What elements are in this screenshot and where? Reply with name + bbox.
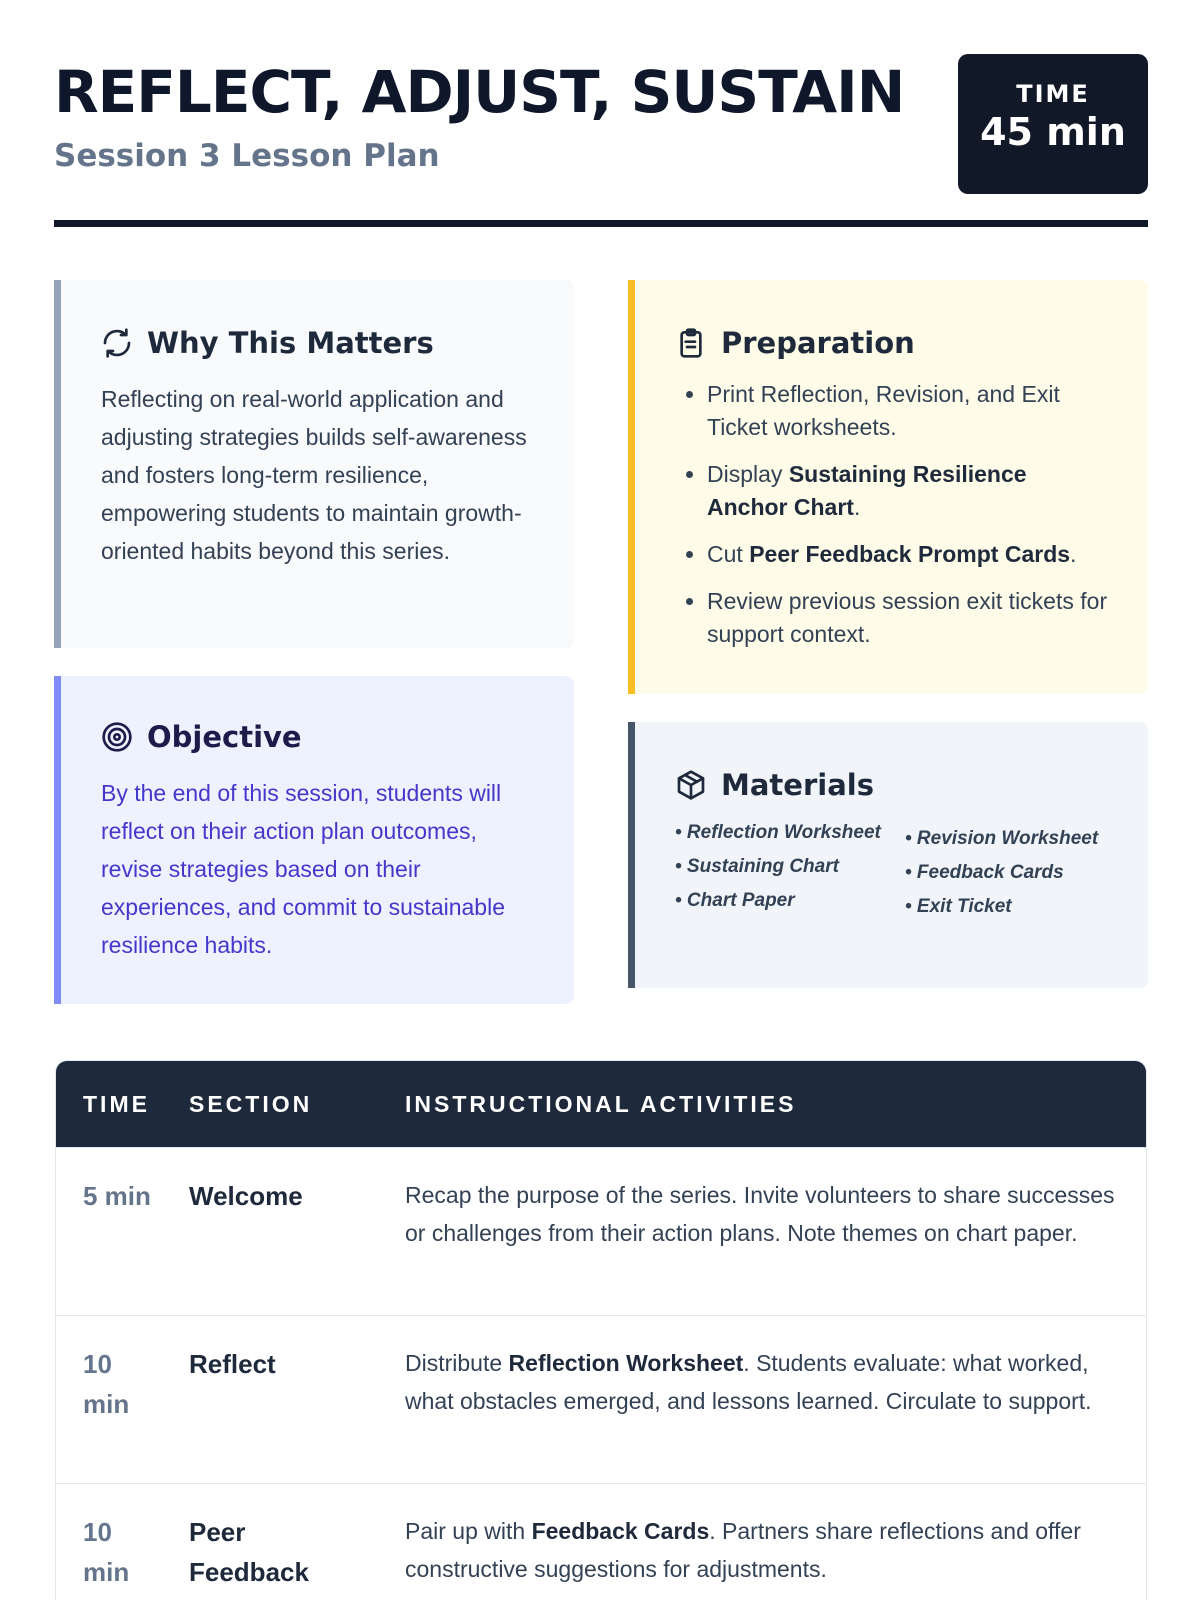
preparation-item: • Print Reflection, Revision, and Exit Ticket worksheets. [707,378,1108,444]
material-item: • Revision Worksheet [905,828,1099,849]
objective-body: By the end of this session, students will reflect on their action plan outcomes, revise strategies based on their experiences, and commit to sustainable resilience habits. [101,780,505,958]
materials-title: Materials [721,768,874,802]
table-row [56,1315,1146,1483]
table-header [56,1061,1146,1147]
materials-heading [675,768,1108,802]
material-item: • Reflection Worksheet [675,822,881,843]
table-row [56,1483,1146,1600]
materials-card [628,722,1148,988]
table-row [56,1147,1146,1315]
package-icon [675,769,707,801]
materials-column-left [675,820,905,928]
preparation-item: • Display Sustaining Resilience Anchor Chart. [707,458,1108,524]
material-item: • Chart Paper [675,890,795,911]
material-item: • Sustaining Chart [675,856,839,877]
preparation-heading [675,326,1108,360]
row-activity: Recap the purpose of the series. Invite volunteers to share successes or challenges from their action plans. Note themes on chart paper. [405,1182,1115,1246]
objective-heading [101,720,534,754]
time-badge-label: TIME [1016,80,1090,108]
why-heading [101,326,534,360]
column-header-activities: INSTRUCTIONAL ACTIVITIES [405,1090,797,1117]
time-badge-value: 45 min [980,110,1126,154]
clipboard-icon [675,327,707,359]
row-section: Reflect [189,1349,276,1379]
row-section: Peer Feedback [189,1517,309,1587]
preparation-item: • Cut Peer Feedback Prompt Cards. [707,538,1108,571]
row-time: 5 min [83,1181,151,1211]
objective-title: Objective [147,720,302,754]
column-header-time: TIME [83,1090,150,1117]
objective-card [54,676,574,1004]
activities-table [55,1060,1147,1600]
column-header-section: SECTION [189,1090,313,1117]
page-title: REFLECT, ADJUST, SUSTAIN [54,58,905,126]
page-subtitle: Session 3 Lesson Plan [54,138,440,174]
preparation-title: Preparation [721,326,915,360]
preparation-list [675,378,1108,651]
why-card [54,280,574,648]
material-item: • Exit Ticket [905,896,1012,917]
row-time: 10 min [83,1349,130,1419]
page-header [54,54,1148,228]
why-body: Reflecting on real-world application and adjusting strategies builds self-awareness and fosters long-term resilience, empowering students to maintain growth-oriented habits beyond this series. [101,386,527,564]
materials-grid [675,820,1108,928]
preparation-card [628,280,1148,694]
preparation-item: • Review previous session exit tickets for support context. [707,585,1108,651]
why-title: Why This Matters [147,326,434,360]
time-badge [958,54,1148,194]
row-activity: Pair up with Feedback Cards. Partners share reflections and offer constructive suggestions for adjustments. [405,1518,1081,1582]
refresh-icon [101,327,133,359]
target-icon [101,721,133,753]
row-time: 10 min [83,1517,130,1587]
row-activity: Distribute Reflection Worksheet. Students evaluate: what worked, what obstacles emerged, and lessons learned. Circulate to support. [405,1350,1092,1414]
header-divider [54,220,1148,227]
row-section: Welcome [189,1181,303,1211]
materials-column-right [905,820,1135,928]
material-item: • Feedback Cards [905,862,1064,883]
